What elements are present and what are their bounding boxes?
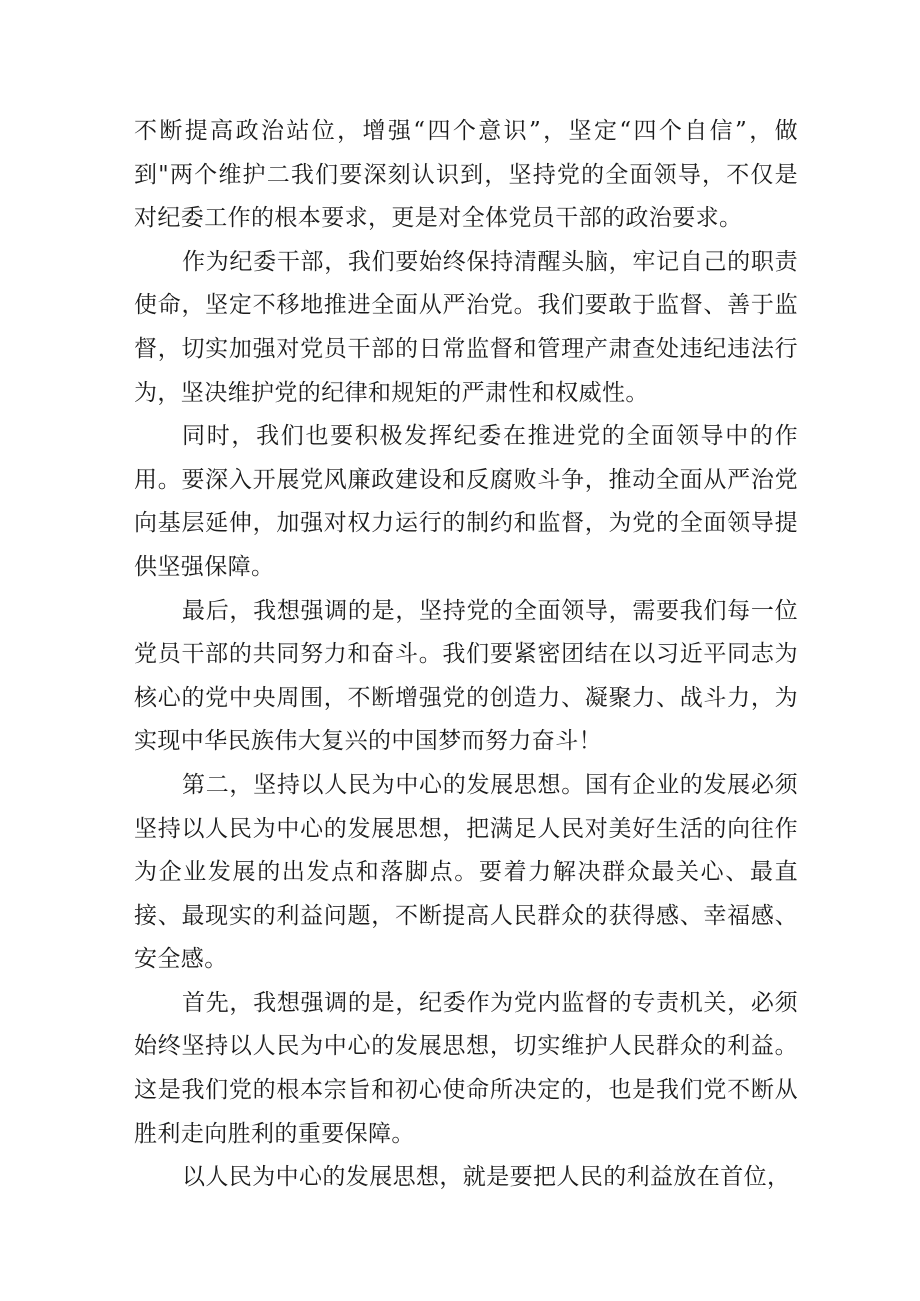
paragraph-4: 最后，我想强调的是，坚持党的全面领导，需要我们每一位党员干部的共同努力和奋斗。我们要紧密团结在以习近平同志为核心的党中央周围，不断增强党的创造力、凝聚力、战斗力，为实现中华民族伟大复兴的中国梦而努力奋斗！ [134,597,798,755]
document-body [134,110,798,1200]
paragraph-2: 作为纪委干部，我们要始终保持清醒头脑，牢记自己的职责使命，坚定不移地推进全面从严治党。我们要敢于监督、善于监督，切实加强对党员干部的日常监督和管理产肃查处违纪违法行为，坚决维护党的纪律和规矩的严肃性和权威性。 [134,248,798,406]
paragraph-3: 同时，我们也要积极发挥纪委在推进党的全面领导中的作用。要深入开展党风廉政建设和反腐败斗争，推动全面从严治党向基层延伸，加强对权力运行的制约和监督，为党的全面领导提供坚强保障。 [134,423,798,580]
paragraph-7: 以人民为中心的发展思想，就是要把人民的利益放在首位， [182,1164,791,1191]
paragraph-5: 第二，坚持以人民为中心的发展思想。国有企业的发展必须坚持以人民为中心的发展思想，把满足人民对美好生活的向往作为企业发展的出发点和落脚点。要着力解决群众最关心、最直接、最现实的利益问题，不断提高人民群众的获得感、幸福感、安全感。 [134,771,798,973]
paragraph-6: 首先，我想强调的是，纪委作为党内监督的专责机关，必须始终坚持以人民为中心的发展思想，切实维护人民群众的利益。这是我们党的根本宗旨和初心使命所决定的，也是我们党不断从胜利走向胜利的重要保障。 [134,989,798,1147]
paragraph-1: 不断提高政治站位，增强“四个意识”，坚定“四个自信”，做到"两个维护二我们要深刻认识到，坚持党的全面领导，不仅是对纪委工作的根本要求，更是对全体党员干部的政治要求。 [134,118,798,232]
